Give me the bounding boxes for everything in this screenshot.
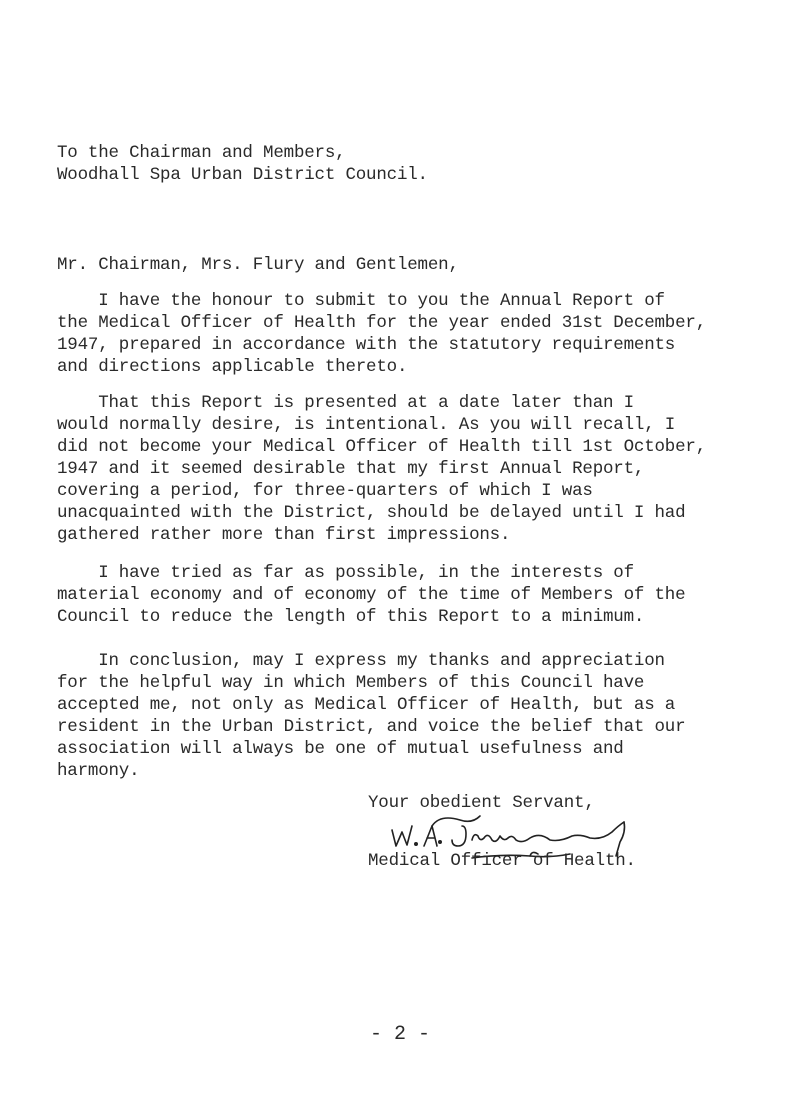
paragraph-line: I have tried as far as possible, in the interests of [57, 563, 634, 583]
paragraph-line: unacquainted with the District, should be delayed until I had [57, 503, 686, 523]
page-number: - 2 - [369, 1023, 430, 1046]
address-line-2: Woodhall Spa Urban District Council. [57, 165, 428, 185]
address-line-1: To the Chairman and Members, [57, 143, 346, 163]
paragraph-line: 1947 and it seemed desirable that my first Annual Report, [57, 459, 645, 479]
paragraph-line: 1947, prepared in accordance with the statutory requirements [57, 335, 676, 355]
paragraph-line: That this Report is presented at a date later than I [57, 393, 634, 413]
paragraph-line: did not become your Medical Officer of Health till 1st October, [57, 437, 707, 457]
paragraph-line: resident in the Urban District, and voice the belief that our [57, 717, 686, 737]
paragraph-line: material economy and of economy of the time of Members of the [57, 585, 686, 605]
signatory-title: Medical Officer of Health. [368, 851, 636, 871]
paragraph-line: the Medical Officer of Health for the year ended 31st December, [57, 313, 707, 333]
paragraph-line: and directions applicable thereto. [57, 357, 408, 377]
paragraph-line: would normally desire, is intentional. As you will recall, I [57, 415, 676, 435]
paragraph-line: accepted me, not only as Medical Officer of Health, but as a [57, 695, 676, 715]
paragraph-line: covering a period, for three-quarters of which I was [57, 481, 593, 501]
paragraph-line: gathered rather more than first impressions. [57, 525, 511, 545]
paragraph-line: association will always be one of mutual usefulness and [57, 739, 624, 759]
paragraph-line: harmony. [57, 761, 140, 781]
closing: Your obedient Servant, [368, 793, 595, 813]
paragraph-line: In conclusion, may I express my thanks and appreciation [57, 651, 665, 671]
paragraph-line: Council to reduce the length of this Report to a minimum. [57, 607, 645, 627]
paragraph-line: for the helpful way in which Members of this Council have [57, 673, 645, 693]
salutation: Mr. Chairman, Mrs. Flury and Gentlemen, [57, 255, 459, 275]
paragraph-line: I have the honour to submit to you the Annual Report of [57, 291, 665, 311]
